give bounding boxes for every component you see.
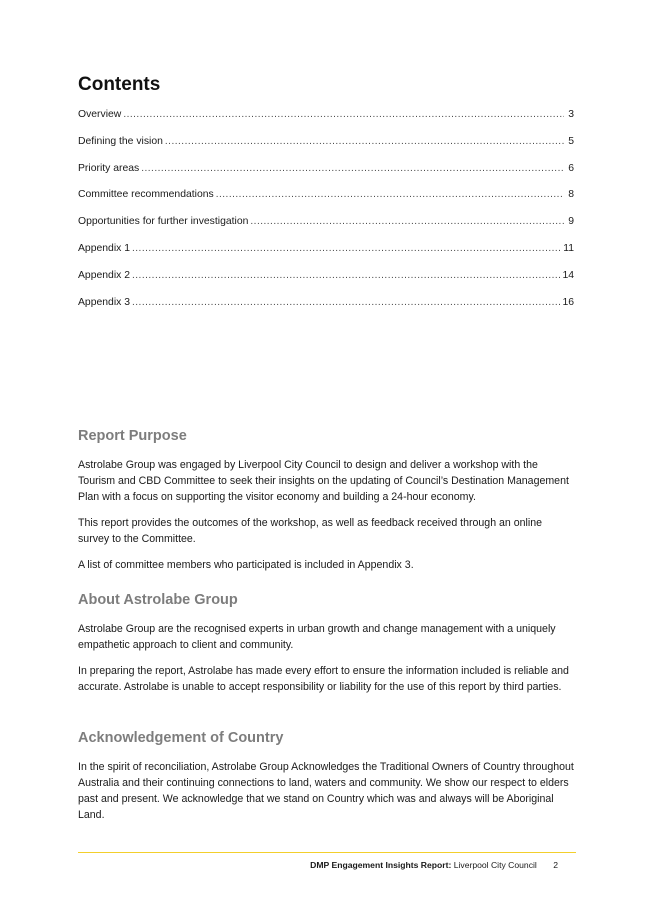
toc-leader-dots [132, 297, 560, 308]
toc-entry[interactable] [78, 163, 574, 190]
footer-client: Liverpool City Council [453, 860, 537, 870]
report-purpose-section [78, 428, 576, 573]
toc-entry-label: Defining the vision [78, 135, 163, 147]
toc-entry-page: 11 [563, 242, 574, 254]
toc-entry-label: Appendix 1 [78, 242, 130, 254]
toc-entry-label: Priority areas [78, 162, 140, 174]
report-purpose-paragraph: A list of committee members who participated is included in Appendix 3. [78, 559, 414, 571]
report-purpose-heading: Report Purpose [78, 428, 187, 444]
toc-entry-label: Appendix 2 [78, 269, 130, 281]
toc-entry[interactable] [78, 243, 574, 270]
toc-entry-label: Overview [78, 109, 122, 120]
toc-entry[interactable] [78, 136, 574, 163]
toc-entry-page: 16 [562, 296, 574, 308]
toc-entry-page: 9 [568, 216, 574, 228]
report-purpose-paragraph: Astrolabe Group was engaged by Liverpool City Council to design and deliver a workshop with the Tourism and CBD Committee to seek their insights on the updating of Council’s Destination Management Plan with a focus on supporting the visitor economy and building a 24-hour economy. [78, 459, 569, 503]
toc-leader-dots [216, 189, 564, 200]
toc-leader-dots [132, 270, 560, 281]
toc-leader-dots [132, 243, 561, 254]
about-heading: About Astrolabe Group [78, 592, 238, 608]
toc-entry-page: 3 [568, 109, 574, 120]
toc-entry-page: 6 [568, 162, 574, 174]
acknowledgement-heading: Acknowledgement of Country [78, 730, 284, 746]
about-section [78, 592, 576, 695]
about-paragraph: In preparing the report, Astrolabe has made every effort to ensure the information included is reliable and accurate. Astrolabe is unable to accept responsibility or liability for the use of this report by third parties. [78, 665, 569, 693]
footer-report-name: DMP Engagement Insights Report: [310, 860, 452, 870]
contents-title: Contents [78, 74, 161, 95]
toc-entry[interactable] [78, 216, 574, 243]
toc-entry-page: 14 [562, 269, 574, 281]
toc-leader-dots [250, 216, 564, 227]
toc-entry[interactable] [78, 297, 574, 324]
toc-entry-label: Committee recommendations [78, 189, 214, 201]
toc-entry[interactable] [78, 270, 574, 297]
acknowledgement-section [78, 730, 576, 823]
table-of-contents [78, 109, 574, 323]
footer-page-number: 2 [553, 860, 558, 870]
toc-leader-dots [165, 136, 564, 147]
footer-divider [78, 852, 576, 853]
toc-entry-label: Opportunities for further investigation [78, 216, 249, 228]
toc-entry[interactable] [78, 109, 574, 136]
page-footer [78, 860, 558, 870]
toc-entry-page: 5 [568, 135, 574, 147]
acknowledgement-paragraph: In the spirit of reconciliation, Astrolabe Group Acknowledges the Traditional Owners of Country throughout Australia and their continuing connections to land, waters and community. We show our respect to elders past and present. We acknowledge that we stand on Country which was and always will be Aboriginal Land. [78, 761, 574, 821]
toc-entry-label: Appendix 3 [78, 296, 130, 308]
toc-leader-dots [123, 109, 564, 120]
about-paragraph: Astrolabe Group are the recognised experts in urban growth and change management with a uniquely empathetic approach to client and community. [78, 623, 556, 651]
toc-entry-page: 8 [568, 189, 574, 201]
toc-leader-dots [141, 163, 564, 174]
report-purpose-paragraph: This report provides the outcomes of the workshop, as well as feedback received through an online survey to the Committee. [78, 517, 543, 545]
toc-entry[interactable] [78, 189, 574, 216]
